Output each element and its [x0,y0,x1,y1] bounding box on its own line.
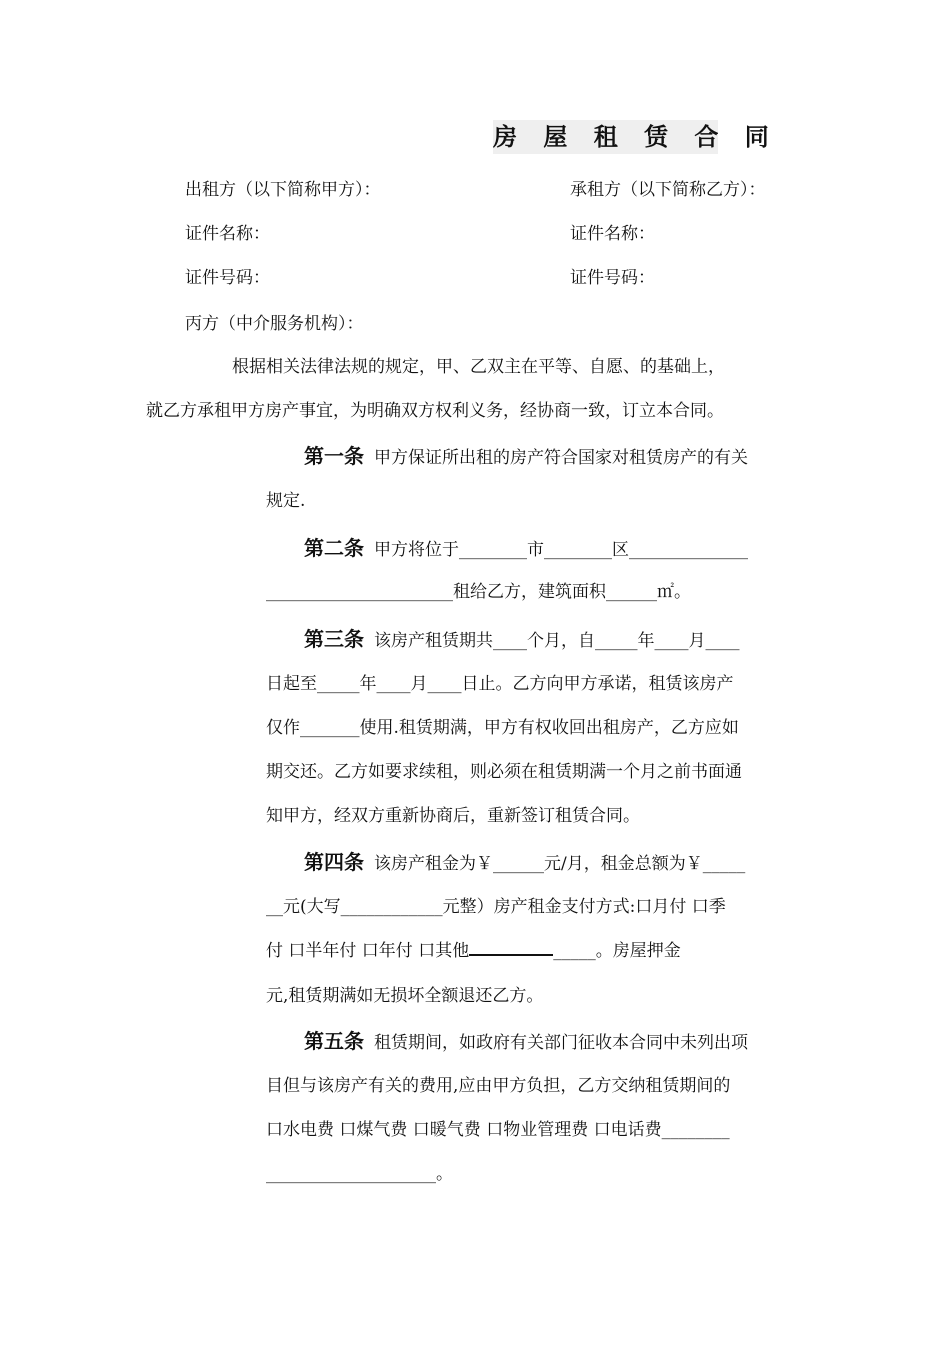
article-5-line-4: ____________________。 [266,1164,453,1184]
id-name-b-label: 证件名称： [570,224,655,244]
article-4-payment-options: 付 口半年付 口年付 口其他 [266,941,470,961]
intro-line-1: 根据相关法律法规的规定，甲、乙双主在平等、自愿、的基础上， [232,357,725,377]
article-4-text: 该房产租金为￥______元/月，租金总额为￥_____ [374,854,746,874]
document-title: 房 屋 租 赁 合 同 [493,120,718,154]
article-4-label: 第四条 [304,850,364,874]
article-3-line-2: 日起至_____年____月____日止。乙方向甲方承诺，租赁该房产 [266,674,734,694]
article-3-text: 该房产租赁期共____个月，自_____年____月____ [374,631,740,651]
article-5-label: 第五条 [304,1029,364,1053]
party-b-label: 承租方（以下简称乙方）： [570,180,766,200]
article-4-line-4: 元,租赁期满如无损坏全额退还乙方。 [266,986,544,1006]
id-no-b-label: 证件号码： [570,268,655,288]
article-5-text: 租赁期间，如政府有关部门征收本合同中未列出项 [374,1033,748,1053]
article-1-label: 第一条 [304,444,364,468]
article-4-line-2: __元(大写____________元整）房产租金支付方式:口月付 口季 [266,897,726,917]
other-method-underline [469,940,553,956]
article-2-line-2: ______________________租给乙方，建筑面积______㎡。 [266,582,691,602]
party-a-label: 出租方（以下简称甲方）： [185,180,381,200]
id-no-a-label: 证件号码： [185,268,270,288]
id-name-a-label: 证件名称： [185,224,270,244]
article-5-line-3: 口水电费 口煤气费 口暖气费 口物业管理费 口电话费________ [266,1120,730,1140]
article-4-deposit-text: _____。房屋押金 [553,941,681,961]
article-3-line-4: 期交还。乙方如要求续租，则必须在租赁期满一个月之前书面通 [266,762,742,782]
article-4-line-1 [304,850,745,876]
article-2-label: 第二条 [304,536,364,560]
article-2-line-1 [304,536,748,562]
article-3-label: 第三条 [304,627,364,651]
article-1-text: 甲方保证所出租的房产符合国家对租赁房产的有关 [374,448,748,468]
article-3-line-1 [304,627,740,653]
intro-line-2: 就乙方承租甲方房产事宜，为明确双方权利义务，经协商一致，订立本合同。 [146,401,724,421]
party-c-label: 丙方（中介服务机构）： [185,314,364,334]
article-1-line-1 [304,444,748,470]
article-5-line-2: 目但与该房产有关的费用,应由甲方负担，乙方交纳租赁期间的 [266,1076,731,1096]
article-3-line-5: 知甲方，经双方重新协商后，重新签订租赁合同。 [266,806,640,826]
article-2-text: 甲方将位于________市________区______________ [374,540,748,560]
article-4-line-3 [266,939,681,963]
article-5-line-1 [304,1029,748,1055]
article-1-line-2: 规定. [266,491,306,511]
article-3-line-3: 仅作_______使用.租赁期满，甲方有权收回出租房产，乙方应如 [266,718,739,738]
